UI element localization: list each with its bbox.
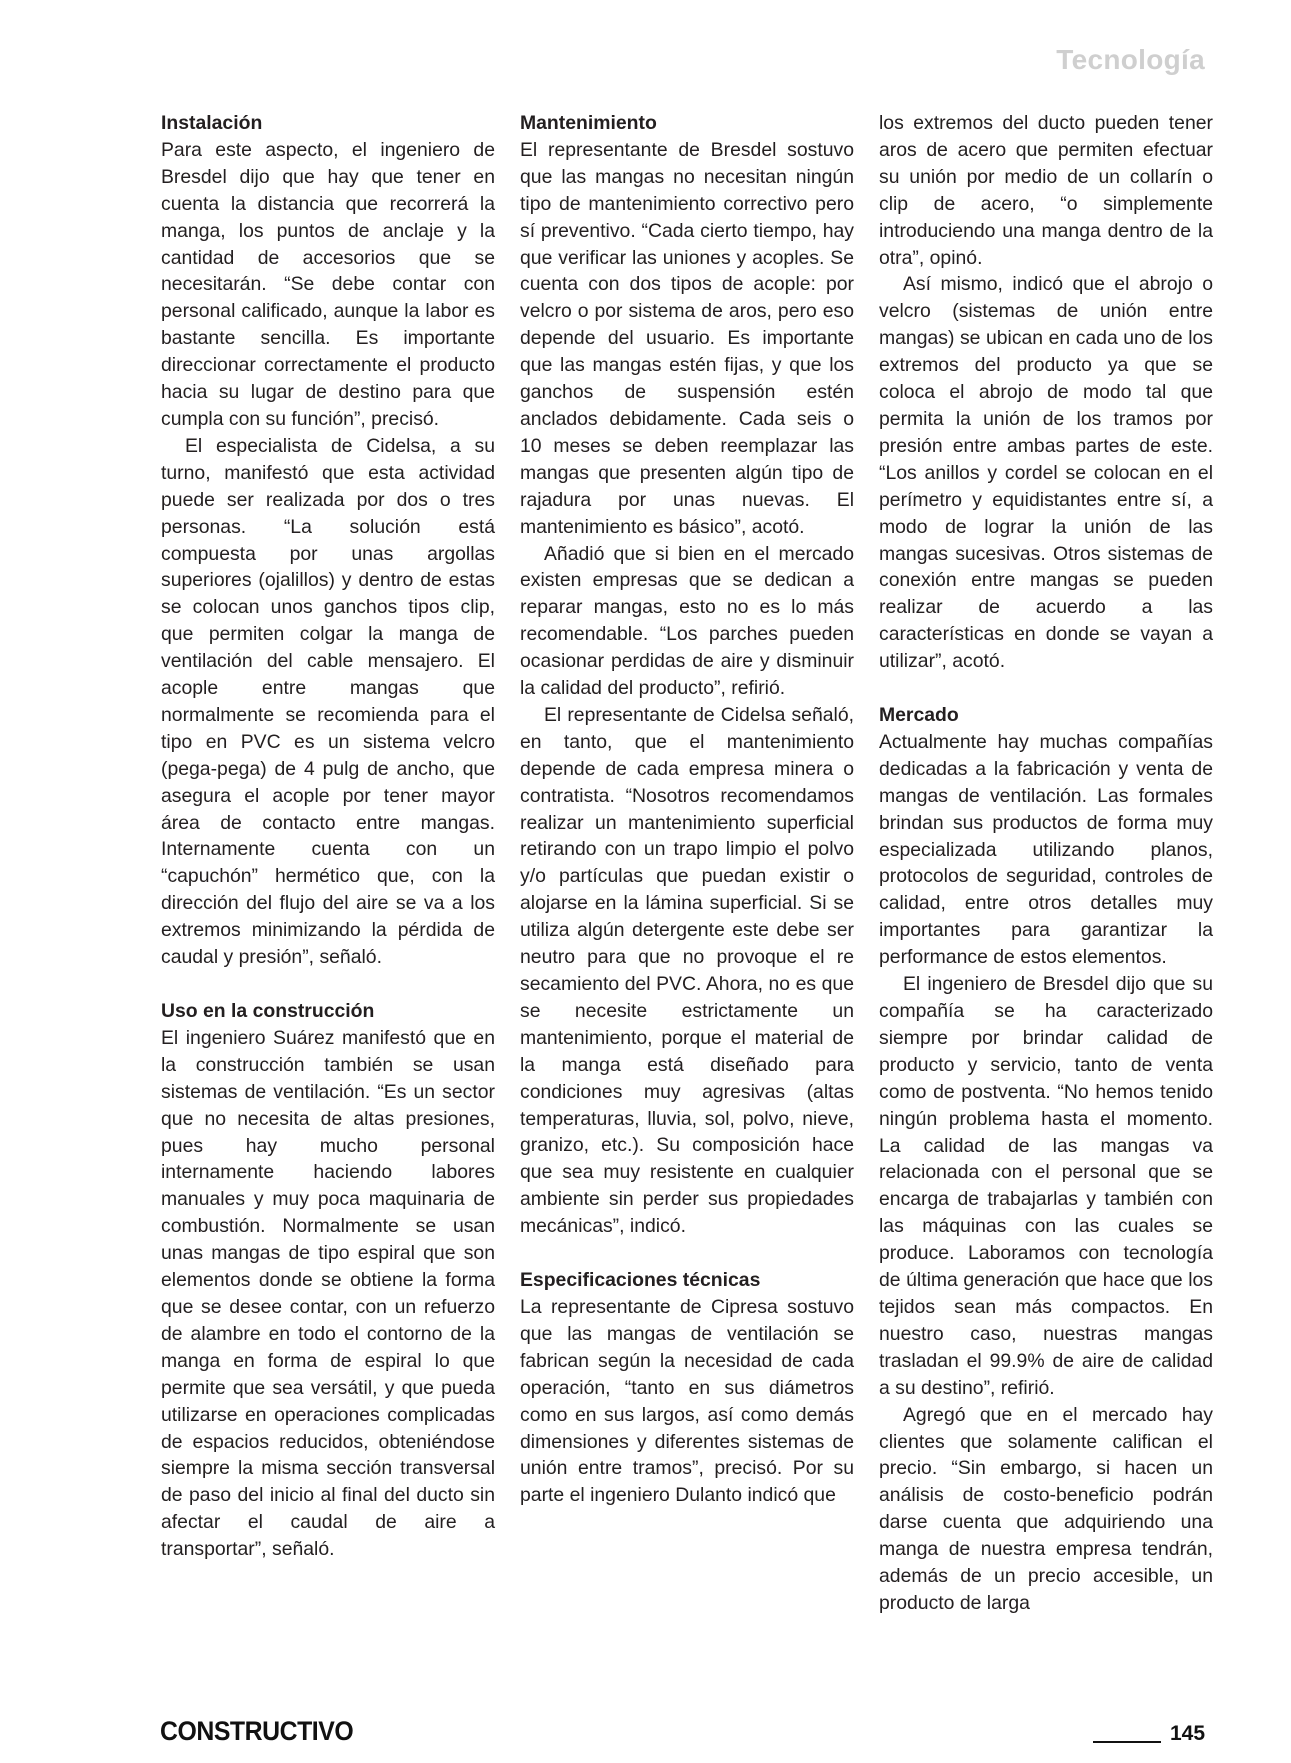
paragraph: El ingeniero de Bresdel dijo que su compañía se ha caracterizado siempre por brindar calidad de producto y servicio, tanto de venta como de postventa. “No hemos tenido ningún problema hasta el momento. La calidad de las mangas va relacionada con el personal que se encarga de trabajarlas y también con las máquinas con las cuales se produce. Laboramos con tecnología de última generación que hace que los tejidos sean más compactos. En nuestro caso, nuestras mangas trasladan el 99.9% de aire de calidad a su destino”, refirió. xyxy=(879,973,1213,1399)
paragraph: Para este aspecto, el ingeniero de Bresdel dijo que hay que tener en cuenta la distancia que recorrerá la manga, los puntos de anclaje y la cantidad de accesorios que se necesitarán. “Se debe contar con personal calificado, aunque la labor es bastante sencilla. Es importante direccionar correctamente el producto hacia su lugar de destino para que cumpla con su función”, precisó. xyxy=(161,138,495,430)
paragraph: Así mismo, indicó que el abrojo o velcro (sistemas de unión entre mangas) se ubican en cada uno de los extremos del producto ya que se coloca el abrojo de modo tal que permita la unión de los tramos por presión entre ambas partes de este. “Los anillos y cordel se colocan en el perímetro y equidistantes entre sí, a modo de lograr la unión de las mangas sucesivas. Otros sistemas de conexión entre mangas se pueden realizar de acuerdo a las características en donde se vayan a utilizar”, acotó. xyxy=(879,273,1213,673)
heading-uso-construccion: Uso en la construcción xyxy=(161,1000,375,1022)
heading-instalacion: Instalación xyxy=(161,112,263,134)
article-column-3 xyxy=(879,110,1213,1617)
section-label: Tecnología xyxy=(1056,44,1205,75)
paragraph: El ingeniero Suárez manifestó que en la construcción también se usan sistemas de ventilación. “Es un sector que no necesita de altas presiones, pues hay mucho personal internamente haciendo labores manuales y muy poca maquinaria de combustión. Normalmente se usan unas mangas de tipo espiral que son elementos donde se obtiene la forma que se desee contar, con un refuerzo de alambre en todo el contorno de la manga en forma de espiral lo que permite que sea versátil, y que pueda utilizarse en operaciones complicadas de espacios reducidos, obteniéndose siempre la misma sección transversal de paso del inicio al final del ducto sin afectar el caudal de aire a transportar”, señaló. xyxy=(161,1026,495,1561)
page-number: 145 xyxy=(1170,1722,1206,1745)
magazine-logo: CONSTRUCTIVO xyxy=(160,1716,354,1746)
paragraph: Actualmente hay muchas compañías dedicadas a la fabricación y venta de mangas de ventilación. Las formales brindan sus productos de forma muy especializada utilizando planos, protocolos de seguridad, controles de calidad, entre otros detalles muy importantes para garantizar la performance de estos elementos. xyxy=(879,730,1213,969)
paragraph: los extremos del ducto pueden tener aros de acero que permiten efectuar su unión por medio de un collarín o clip de acero, “o simplemente introduciendo una manga dentro de la otra”, opinó. xyxy=(879,112,1213,269)
footer-rule xyxy=(1093,1741,1161,1743)
paragraph: Añadió que si bien en el mercado existen empresas que se dedican a reparar mangas, esto no es lo más recomendable. “Los parches pueden ocasionar perdidas de aire y disminuir la calidad del producto”, refirió. xyxy=(520,542,854,700)
article-column-2 xyxy=(520,110,854,1509)
paragraph: El especialista de Cidelsa, a su turno, manifestó que esta actividad puede ser realizada por dos o tres personas. “La solución está compuesta por unas argollas superiores (ojalillos) y dentro de estas se colocan unos ganchos tipos clip, que permiten colgar la manga de ventilación del cable mensajero. El acople entre mangas que normalmente se recomienda para el tipo en PVC es un sistema velcro (pega-pega) de 4 pulg de ancho, que asegura el acople por tener mayor área de contacto entre mangas. Internamente cuenta con un “capuchón” hermético que, con la dirección del flujo del aire se va a los extremos minimizando la pérdida de caudal y presión”, señaló. xyxy=(161,434,495,969)
paragraph: El representante de Cidelsa señaló, en tanto, que el mantenimiento depende de cada empresa minera o contratista. “Nosotros recomendamos realizar un mantenimiento superficial retirando con un trapo limpio el polvo y/o partículas que puedan existir o alojarse en la lámina superficial. Si se utiliza algún detergente este debe ser neutro para que no provoque el re secamiento del PVC. Ahora, no es que se necesite estrictamente un mantenimiento, porque el material de la manga está diseñado para condiciones muy agresivas (altas temperaturas, lluvia, sol, polvo, nieve, granizo, etc.). Su composición hace que sea muy resistente en cualquier ambiente sin perder sus propiedades mecánicas”, indicó. xyxy=(520,703,854,1238)
paragraph: El representante de Bresdel sostuvo que las mangas no necesitan ningún tipo de mantenimiento correctivo pero sí preventivo. “Cada cierto tiempo, hay que verificar las uniones y acoples. Se cuenta con dos tipos de acople: por velcro o por sistema de aros, pero eso depende del usuario. Es importante que las mangas estén fijas, y que los ganchos de suspensión estén anclados debidamente. Cada seis o 10 meses se deben reemplazar las mangas que presenten algún tipo de rajadura por unas nuevas. El mantenimiento es básico”, acotó. xyxy=(520,138,854,538)
heading-especificaciones: Especificaciones técnicas xyxy=(520,1269,761,1292)
article-column-1 xyxy=(161,110,495,1563)
heading-mantenimiento: Mantenimiento xyxy=(520,112,657,134)
heading-mercado: Mercado xyxy=(879,704,959,727)
paragraph: La representante de Cipresa sostuvo que las mangas de ventilación se fabrican según la necesidad de cada operación, “tanto en sus diámetros como en sus largos, así como demás dimensiones y diferentes sistemas de unión entre tramos”, precisó. Por su parte el ingeniero Dulanto indicó que xyxy=(520,1295,854,1507)
paragraph: Agregó que en el mercado hay clientes que solamente califican el precio. “Sin embargo, si hacen un análisis de costo-beneficio podrán darse cuenta que adquiriendo una manga de nuestra empresa tendrán, además de un precio accesible, un producto de larga xyxy=(879,1403,1213,1614)
